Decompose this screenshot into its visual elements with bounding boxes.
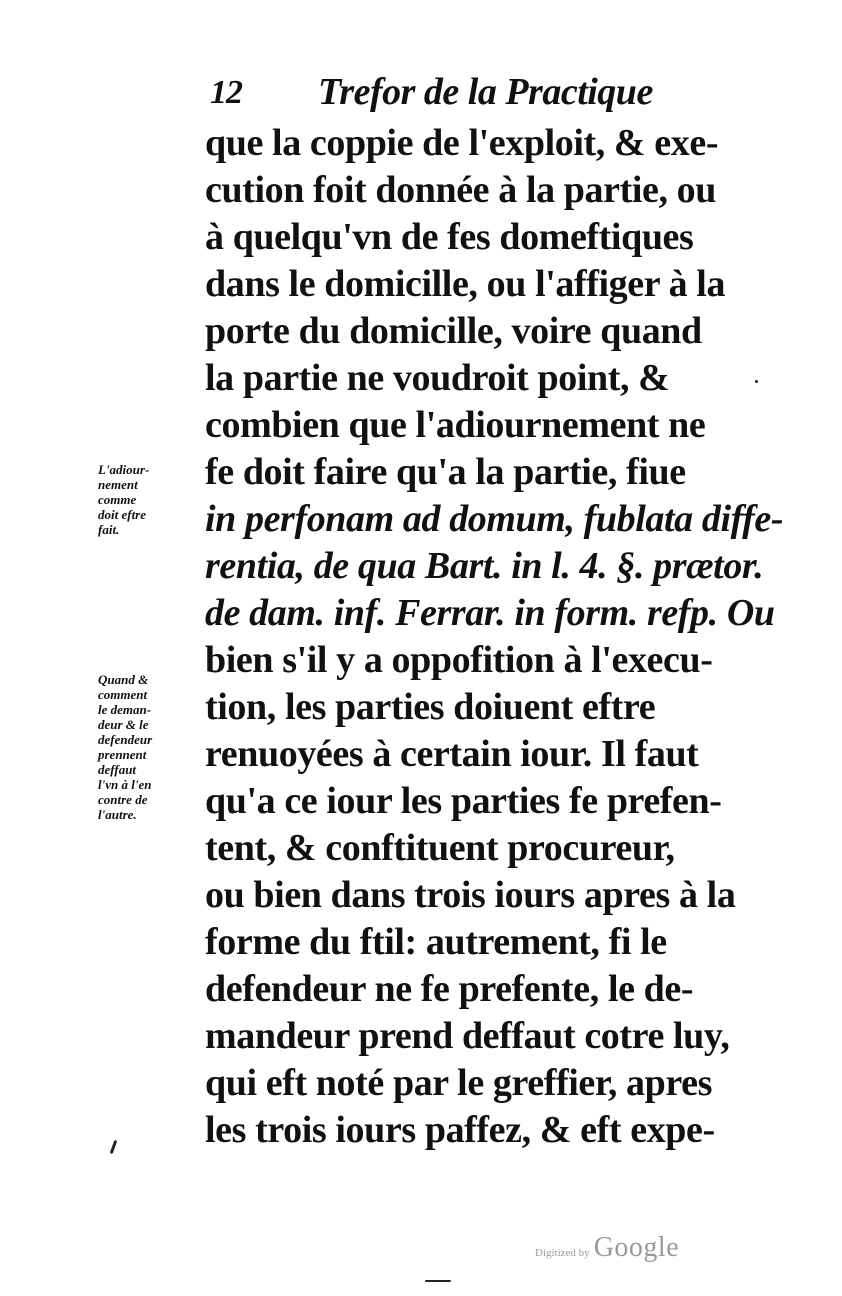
text-line: les trois iours paffez, & eft expe- <box>205 1109 715 1151</box>
watermark-prefix: Digitized by <box>535 1247 590 1259</box>
text-line: que la coppie de l'exploit, & exe- <box>205 122 719 164</box>
ink-speck <box>425 1280 451 1282</box>
page-header <box>210 70 653 120</box>
margin-note-line: doit eftre <box>98 507 147 522</box>
text-line: renuoyées à certain iour. Il faut <box>205 733 699 775</box>
margin-note-line: Quand & <box>98 672 149 687</box>
margin-note-adiournement <box>98 462 208 537</box>
ink-speck <box>755 380 758 383</box>
text-line: bien s'il y a oppofition à l'execu- <box>205 639 713 681</box>
text-line: forme du ftil: autrement, fi le <box>205 921 667 963</box>
running-title: Trefor de la Practique <box>318 71 653 113</box>
margin-note-line: comme <box>98 492 137 507</box>
page-number: 12 <box>210 74 242 111</box>
text-line: cution foit donnée à la partie, ou <box>205 169 717 211</box>
text-line: dans le domicille, ou l'affiger à la <box>205 263 726 305</box>
text-line: tion, les parties doiuent eftre <box>205 686 656 728</box>
text-line: qu'a ce iour les parties fe prefen- <box>205 780 722 822</box>
margin-note-line: l'vn à l'en <box>98 777 152 792</box>
margin-note-line: prennent <box>98 747 147 762</box>
text-line: mandeur prend deffaut cotre luy, <box>205 1015 730 1057</box>
text-line: qui eft noté par le greffier, apres <box>205 1062 713 1104</box>
text-line: combien que l'adiournement ne <box>205 404 706 446</box>
text-run: fe doit faire qu'a la partie, fiue <box>205 451 686 493</box>
main-text-block <box>205 120 784 1154</box>
text-line-mixed <box>205 449 750 496</box>
margin-note-line: nement <box>98 477 138 492</box>
margin-note-line: le deman- <box>98 702 152 717</box>
text-line: à quelqu'vn de fes domeftiques <box>205 216 694 258</box>
margin-note-line: comment <box>98 687 148 702</box>
ink-speck <box>110 1140 118 1154</box>
text-line: ou bien dans trois iours apres à la <box>205 874 736 916</box>
google-logo: Google <box>593 1232 680 1263</box>
text-line-italic: rentia, de qua Bart. in l. 4. §. prætor. <box>205 545 764 587</box>
text-line-italic: in perfonam ad domum, fublata diffe- <box>205 498 784 540</box>
margin-note-line: contre de <box>98 792 148 807</box>
margin-note-line: fait. <box>98 522 120 537</box>
margin-note-line: deur & le <box>98 717 149 732</box>
text-line: la partie ne voudroit point, & <box>205 357 670 399</box>
margin-note-deffaut <box>98 672 208 822</box>
margin-note-line: defendeur <box>98 732 153 747</box>
text-line-italic: de dam. inf. Ferrar. in form. refp. Ou <box>205 592 775 634</box>
margin-note-line: L'adiour- <box>98 462 150 477</box>
digitization-watermark <box>535 1232 679 1264</box>
text-line: defendeur ne fe prefente, le de- <box>205 968 694 1010</box>
margin-note-line: l'autre. <box>98 807 137 822</box>
text-line: tent, & conftituent procureur, <box>205 827 675 869</box>
margin-note-line: deffaut <box>98 762 137 777</box>
text-line: porte du domicille, voire quand <box>205 310 702 352</box>
